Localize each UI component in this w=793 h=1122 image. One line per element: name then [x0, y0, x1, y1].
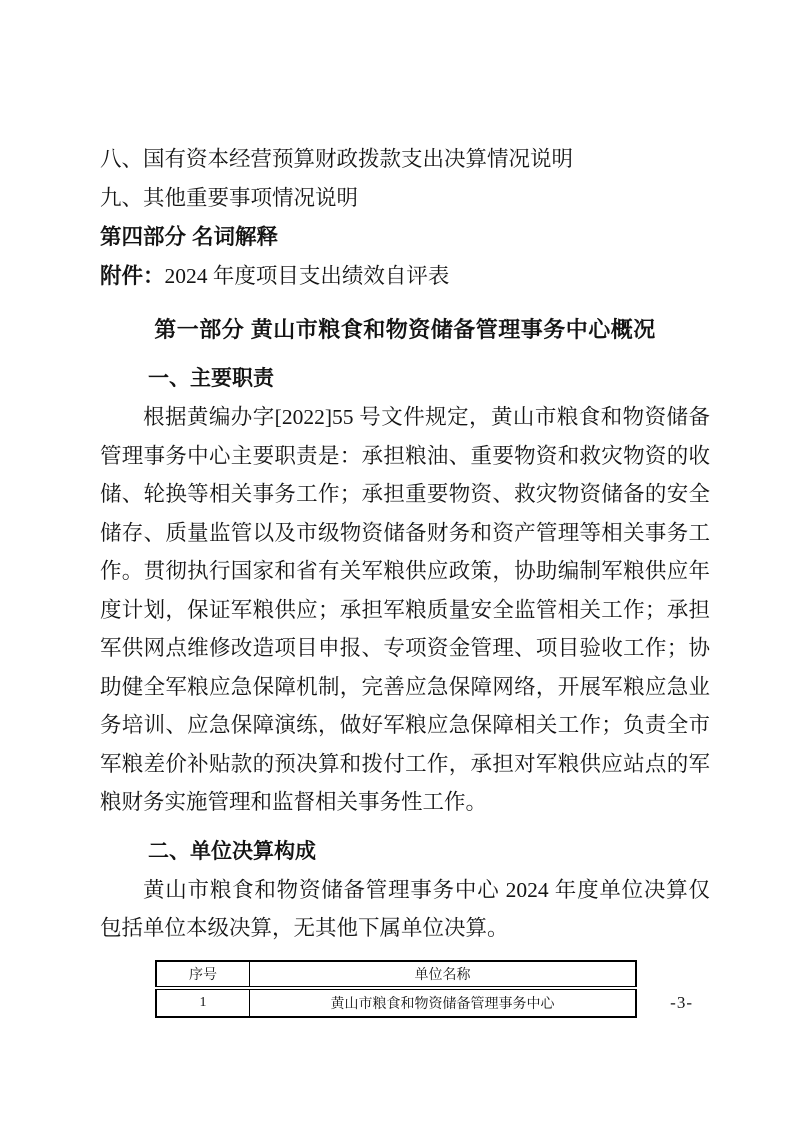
toc-item-9: 九、其他重要事项情况说明 [100, 186, 359, 210]
section1-body: 根据黄编办字[2022]55 号文件规定，黄山市粮食和物资储备管理事务中心主要职责是：承担粮油、重要物资和救灾物资的收储、轮换等相关事务工作；承担重要物资、救灾物资储备的安全储存、质量监管以及市级物资储备财务和资产管理等相关事务工作。贯彻执行国家和省有关军粮供应政策，协助编制军粮供应年度计划，保证军粮供应；承担军粮质量安全监管相关工作；承担军供网点维修改造项目申报、专项资金管理、项目验收工作；协助健全军粮应急保障机制，完善应急保障网络，开展军粮应急业务培训、应急保障演练，做好军粮应急保障相关工作；负责全市军粮差价补贴款的预决算和拨付工作，承担对军粮供应站点的军粮财务实施管理和监督相关事务性工作。 [100, 405, 710, 814]
units-table-body [156, 988, 636, 1017]
table-cell-index: 1 [156, 988, 250, 1017]
units-table [155, 960, 637, 1018]
section2-body: 黄山市粮食和物资储备管理事务中心 2024 年度单位决算仅包括单位本级决算，无其他下属单位决算。 [100, 877, 710, 940]
section1-heading: 一、主要职责 [148, 367, 274, 390]
part1-title: 第一部分 黄山市粮食和物资储备管理事务中心概况 [154, 317, 656, 342]
units-table-head [156, 961, 636, 988]
attachment-text: 2024 年度项目支出绩效自评表 [164, 264, 450, 288]
section2-heading: 二、单位决算构成 [148, 839, 316, 863]
toc-item-8: 八、国有资本经营预算财政拨款支出决算情况说明 [100, 147, 574, 171]
toc-attachment-line [100, 257, 710, 296]
attachment-label: 附件： [100, 264, 165, 288]
table-header-index: 序号 [156, 961, 250, 988]
table-row [156, 988, 636, 1017]
page-number: -3- [670, 993, 693, 1012]
page-content [100, 140, 710, 1018]
table-header-row [156, 961, 636, 988]
toc-part4-title: 第四部分 名词解释 [100, 225, 278, 249]
table-header-unit-name: 单位名称 [250, 961, 637, 988]
table-cell-unit-name: 黄山市粮食和物资储备管理事务中心 [250, 988, 637, 1017]
